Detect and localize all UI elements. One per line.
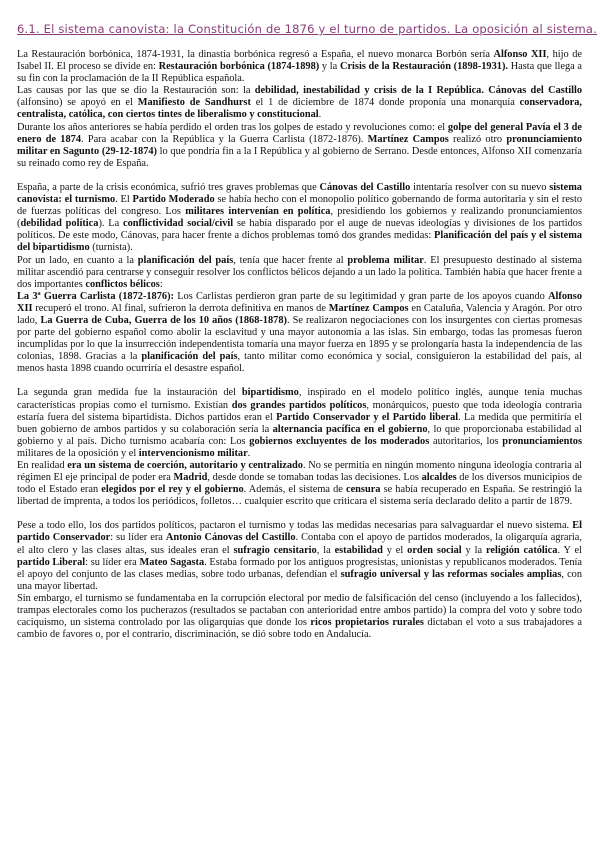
paragraph [17, 520, 582, 593]
bold-text: militares intervenían en política [185, 206, 331, 218]
bold-text: Cánovas del Castillo [488, 85, 583, 97]
bold-text: Cánovas del Castillo [319, 181, 411, 193]
bold-text: planificación del país [137, 254, 234, 266]
bold-text: censura [345, 484, 381, 496]
text-run: Sin embargo, el turnismo se fundamentaba en la corrupción electoral por medio de falsificación del censo (incluyendo a los fallecidos), trampas electorales como los pucherazos (resultados se pactaban con anterioridad entre ambos partido) la compra del voto y sobre todo caciquismo, un sistema controlado por las oligarquías que donde los [17, 592, 582, 629]
bold-text: planificación del país [141, 351, 238, 363]
text-run: realizó otro [448, 133, 507, 145]
text-run: : su líder era [85, 556, 140, 568]
text-run: de los diversos municipios de todo el Estado eran [17, 472, 582, 496]
text-run: . Para acabar con la República y la Guerra Carlista (1872-1876). [81, 133, 368, 145]
text-run: , lo que proporcionaba estabilidad al gobierno y al país. Dicho turnismo acabaría con: Los [17, 423, 583, 447]
text-run: Pese a todo ello, los dos partidos políticos, pactaron el turnismo y todas las medidas necesarias para salvaguardar el nuevo sistema. [17, 520, 573, 532]
text-run: Las causas por las que se dio la Restauración son: la [17, 85, 255, 97]
bold-text: Mateo Sagasta [139, 556, 205, 568]
bold-text: Martínez Campos [367, 133, 449, 145]
bold-text: Manifiesto de Sandhurst [137, 97, 251, 109]
document-body [17, 49, 582, 641]
bold-text: era un sistema de coerción, autoritario y centralizado [67, 460, 303, 471]
section-gap [17, 508, 582, 520]
bold-text: Madrid [173, 472, 208, 484]
text-run: . El [115, 194, 133, 206]
section-gap [17, 375, 582, 387]
text-run: y el [382, 544, 408, 556]
text-run: . El presupuesto destinado al sistema militar ascendió para centrarse y conseguir resolver los conflictos bélicos dejando a un lado la política. También había que hacer frente a dos importantes [17, 254, 582, 290]
bold-text: Alfonso XII [17, 290, 582, 314]
text-run: . Además, el sistema de [243, 484, 346, 496]
text-run: . Contaba con el apoyo de partidos moderados, la oligarquía agraria, el alto clero y las clases altas, sus ideales eran el [17, 532, 582, 556]
bold-text: conflictos bélicos [85, 278, 160, 290]
text-run: En realidad [17, 460, 68, 471]
bold-text: conservadora, centralista, católica, con ciertos tintes de liberalismo y constitucional [17, 97, 582, 121]
bold-text: problema militar [347, 254, 424, 266]
text-run: La Restauración borbónica, 1874-1931, la dinastía borbónica regresó a España, el nuevo monarca Borbón sería [17, 49, 494, 60]
text-run: , tanto militar como económica y social, consiguieron la estabilidad del país, al menos hasta 1898 cuando ocurriría el desastre español. [17, 351, 583, 375]
section-gap [17, 170, 582, 182]
text-run: (alfonsino) se apoyó en el [17, 97, 138, 109]
bold-text: Alfonso XII [493, 49, 547, 60]
bold-text: bipartidismo [241, 387, 299, 399]
bold-text: gobiernos excluyentes de los moderados [249, 435, 430, 447]
text-run: Durante los años anteriores se había perdido el orden tras los golpes de estado y revoluciones como: el [17, 121, 448, 133]
bold-text: debilidad política [20, 218, 99, 230]
text-run: . Estaba formado por los antiguos progresistas, unionistas y republicanos moderados. Tenía el apoyo del conjunto de las clases medias, sobre todo urbanas, defendían el [17, 556, 583, 580]
text-run: (turnista). [89, 242, 133, 254]
bold-text: intervencionismo militar [138, 447, 248, 459]
text-run: dictaban el voto a sus trabajadores a cambio de favores o, por el contrario, discriminación, se dió sobre todo en Andalucía. [17, 617, 582, 641]
bold-text: partido Liberal [17, 556, 86, 568]
bold-text: religión católica [485, 544, 558, 556]
paragraph [17, 85, 582, 121]
text-run: , desde donde se tomaban todas las decisiones. Los [207, 472, 422, 484]
bold-text: pronunciamiento militar en Sagunto (29-12-1874) [17, 133, 582, 157]
text-run: , la [316, 544, 335, 556]
paragraph [17, 460, 582, 508]
paragraph [17, 291, 582, 376]
text-run: Los Carlistas perdieron gran parte de su legitimidad y gran parte de los apoyos cuando [173, 290, 549, 302]
text-run: autoritarios, los [429, 435, 503, 447]
paragraph [17, 49, 582, 85]
text-run: en Cataluña, Valencia y Aragón. Por otro lado, [17, 302, 583, 326]
bold-text: orden social [407, 544, 462, 556]
bold-text: alcaldes [421, 472, 457, 484]
bold-text: golpe del general Pavía el 3 de enero de 1874 [17, 121, 583, 145]
bold-text: sufragio censitario [233, 544, 317, 556]
bold-text: ricos propietarios rurales [310, 617, 424, 629]
text-run: . [318, 109, 322, 121]
paragraph [17, 387, 582, 460]
bold-text: El partido Conservador [17, 520, 582, 544]
text-run: . No se permitía en ningún momento ninguna ideología contraria al régimen El eje principal de poder era [17, 460, 582, 484]
bold-text: Martínez Campos [328, 302, 409, 314]
text-run: . La medida que permitiría el buen gobierno de ambos partidos y su colaboración sería la [17, 411, 583, 435]
bold-text: conflictividad social/civil [123, 218, 234, 230]
text-run: ). La [98, 218, 124, 230]
bold-text: La Guerra de Cuba, Guerra de los 10 años (1868-1878) [40, 314, 287, 326]
text-run: , hijo de Isabel II. El proceso se divide en: [17, 49, 582, 73]
bold-text: Restauración borbónica (1874-1898) [158, 61, 320, 73]
bold-text: La 3ª Guerra Carlista (1872-1876): [17, 290, 174, 302]
bold-text: Partido Conservador y el Partido liberal [276, 411, 459, 423]
text-run: se había hecho con el monopolio político gobernando de forma autoritaria y sin el resto de fuerzas políticas del congreso. Los [17, 194, 582, 218]
paragraph [17, 122, 582, 170]
text-run: y la [461, 544, 486, 556]
text-run: : [159, 278, 163, 290]
paragraph [17, 255, 582, 291]
text-run: el 1 de diciembre de 1874 donde proponía una monarquía [250, 97, 520, 109]
text-run: , presidiendo los gobiernos y realizando pronunciamientos ( [17, 206, 582, 230]
text-run: y la [319, 61, 340, 73]
bold-text: dos grandes partidos políticos [231, 399, 367, 411]
text-run: intentaría resolver con su nuevo [410, 181, 550, 193]
text-run: Por un lado, en cuanto a la [17, 254, 138, 266]
bold-text: elegidos por el rey y el gobierno [101, 484, 244, 496]
text-run: recuperó el trono. Al final, sufrieron la derrota definitiva en manos de [32, 302, 329, 314]
text-run: . Y el [557, 544, 582, 556]
bold-text: Crisis de la Restauración (1898-1931). [339, 61, 508, 73]
text-run: España, a parte de la crisis económica, sufrió tres graves problemas que [17, 181, 320, 193]
paragraph [17, 182, 582, 255]
page-title: 6.1. El sistema canovista: la Constitución de 1876 y el turno de partidos. La oposición al sistema. [17, 22, 598, 36]
text-run: La segunda gran medida fue la instauración del [17, 387, 242, 399]
text-run: , inspirado en el modelo político inglés, aunque tenía muchas características propias como el turnismo. Existían [17, 387, 582, 411]
paragraph [17, 593, 582, 641]
bold-text: pronunciamientos [502, 435, 582, 447]
bold-text: sistema canovista: el turnismo [17, 181, 582, 206]
text-run: : su líder era [110, 532, 166, 544]
text-run: se había disparado por el auge de nuevas ideologías y divisiones de los partidos políticos. De este modo, Cánovas, para hacer frente a dichos problemas tomó dos grandes medidas: [17, 218, 582, 242]
text-run: , tenía que hacer frente al [233, 254, 348, 266]
text-run: se había recuperado en España. Se restringió la libertad de imprenta, a todos los periódicos, folletos… cualquier escrito que criticara el sistema sería declarado delito a partir de 1879. [17, 484, 582, 508]
bold-text: estabilidad [334, 544, 383, 556]
text-run: . [247, 447, 251, 459]
bold-text: sufragio universal y las reformas sociales amplias [340, 568, 562, 580]
text-run: militares de la oposición y el [17, 447, 139, 459]
text-run: Hasta que llega a su fin con la proclamación de la II República española. [17, 61, 583, 85]
bold-text: Partido Moderado [132, 194, 215, 206]
bold-text: Planificación del país y el sistema del bipartidismo [17, 230, 582, 254]
text-run: . Se realizaron negociaciones con los insurgentes con ciertas promesas por parte del gobierno español como abolir la esclavitud y una mayor autonomía a las islas. Sin embargo, todas las promesas fueron incumplidas por lo que la insurrección independentista tomaría una mayor fuerza en 1895 y se prolongaría hasta la independencia de las colonias, 1898. Gracias a la [17, 314, 583, 363]
bold-text: debilidad, inestabilidad y crisis de la I República. [254, 85, 484, 97]
text-run: , monárquicos, puesto que toda ideología contraria estaría fuera del sistema bipartidista. Dichos partidos eran el [17, 399, 583, 423]
bold-text: Antonio Cánovas del Castillo [165, 532, 296, 544]
text-run: lo que pondría fin a la I República y al gobierno de Serrano. Desde entonces, Alfonso XII comenzaría su reinado como rey de España. [17, 145, 582, 169]
text-run: , con una mayor libertad. [17, 568, 583, 592]
bold-text: alternancia pacífica en el gobierno [272, 423, 428, 435]
